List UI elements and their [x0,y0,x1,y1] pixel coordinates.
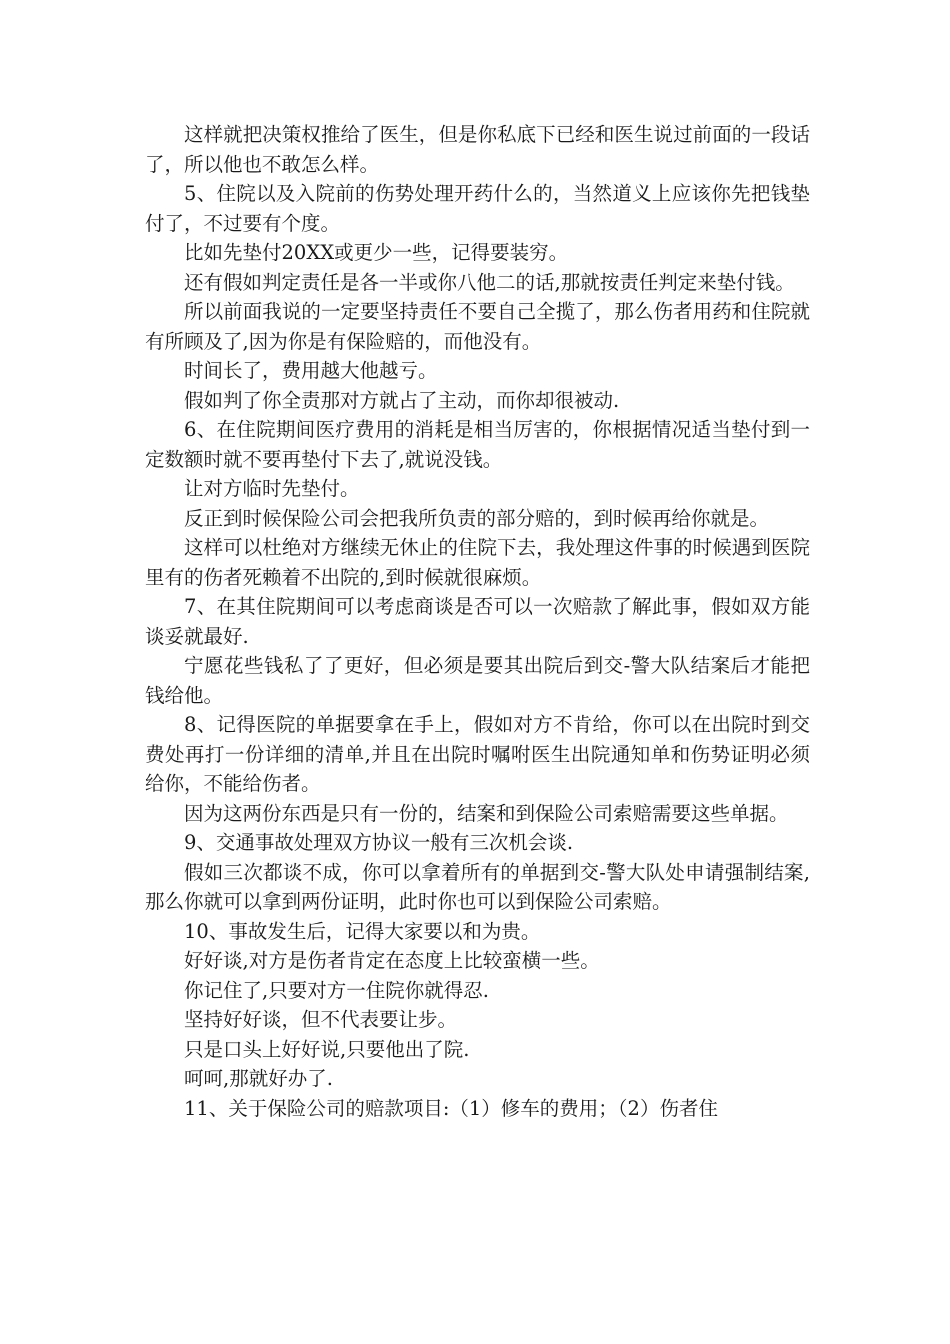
paragraph: 好好谈,对方是伤者肯定在态度上比较蛮横一些。 [184,949,600,972]
paragraph: 7、在其住院期间可以考虑商谈是否可以一次赔款了解此事，假如双方能谈妥就最好. [145,595,810,648]
paragraph: 8、记得医院的单据要拿在手上，假如对方不肯给，你可以在出院时到交费处再打一份详细的清单,并且在出院时嘱咐医生出院通知单和伤势证明必须给你，不能给伤者。 [145,713,810,795]
paragraph: 你记住了,只要对方一住院你就得忍. [184,978,489,1002]
paragraph: 因为这两份东西是只有一份的，结案和到保险公司索赔需要这些单据。 [184,801,789,825]
paragraph: 6、在住院期间医疗费用的消耗是相当厉害的，你根据情况适当垫付到一定数额时就不要再垫付下去了,就说没钱。 [145,418,810,471]
paragraph: 坚持好好谈，但不代表要让步。 [184,1008,458,1031]
paragraph: 反正到时候保险公司会把我所负责的部分赔的，到时候再给你就是。 [184,506,770,530]
paragraph: 呵呵,那就好办了. [184,1067,333,1090]
paragraph: 9、交通事故处理双方协议一般有三次机会谈. [184,831,574,854]
paragraph: 假如三次都谈不成，你可以拿着所有的单据到交-警大队处申请强制结案,那么你就可以拿到两份证明，此时你也可以到保险公司索赔。 [145,860,810,913]
paragraph: 让对方临时先垫付。 [184,477,360,500]
paragraph: 宁愿花些钱私了了更好，但必须是要其出院后到交-警大队结案后才能把钱给他。 [145,654,810,707]
paragraph: 10、事故发生后，记得大家要以和为贵。 [184,919,541,943]
paragraph: 11、关于保险公司的赔款项目:（1）修车的费用；（2）伤者住 [184,1096,718,1120]
paragraph: 所以前面我说的一定要坚持责任不要自己全揽了，那么伤者用药和住院就有所顾及了,因为你是有保险赔的，而他没有。 [145,300,810,353]
paragraph: 只是口头上好好说,只要他出了院. [184,1037,470,1061]
paragraph: 还有假如判定责任是各一半或你八他二的话,那就按责任判定来垫付钱。 [184,270,795,294]
document-body [145,120,810,1123]
paragraph: 这样可以杜绝对方继续无休止的住院下去，我处理这件事的时候遇到医院里有的伤者死赖着不出院的,到时候就很麻烦。 [145,536,810,589]
paragraph: 这样就把决策权推给了医生，但是你私底下已经和医生说过前面的一段话了，所以他也不敢怎么样。 [145,123,810,176]
paragraph: 时间长了，费用越大他越亏。 [184,359,438,382]
paragraph: 5、住院以及入院前的伤势处理开药什么的，当然道义上应该你先把钱垫付了，不过要有个度。 [145,182,810,235]
paragraph: 假如判了你全责那对方就占了主动，而你却很被动. [184,388,620,412]
paragraph: 比如先垫付20XX或更少一些，记得要装穷。 [184,241,569,264]
